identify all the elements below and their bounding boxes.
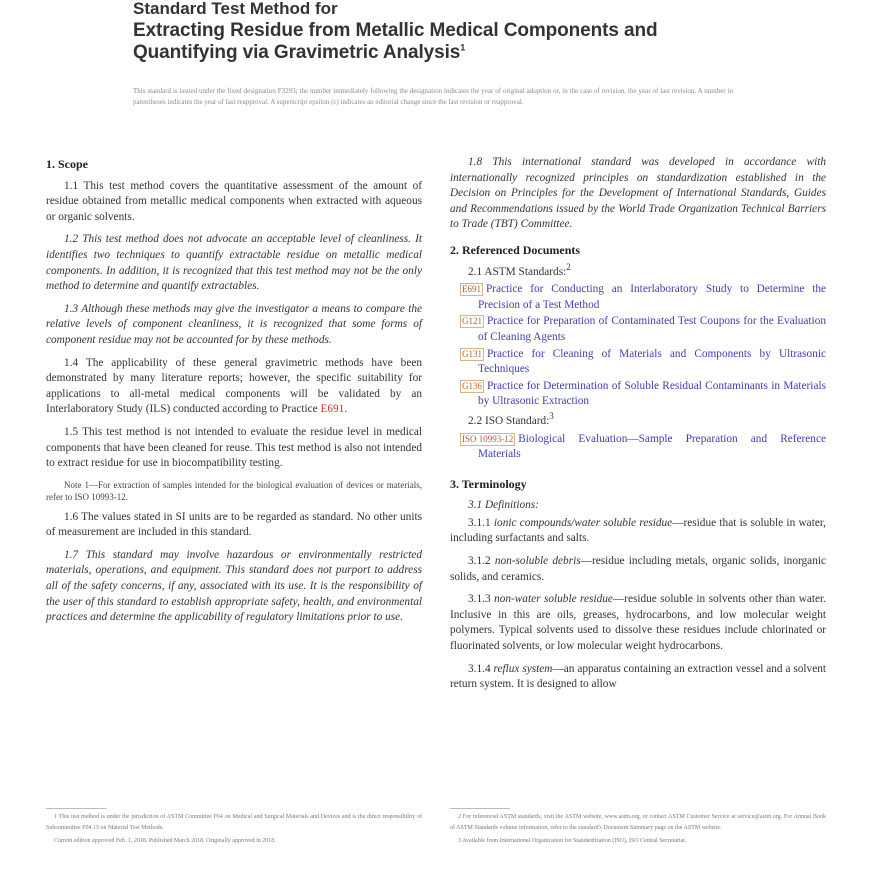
reference-code[interactable]: E691: [462, 284, 481, 295]
footnote-1-edition: Current edition approved Feb. 1, 2018. Published March 2018. Originally approved in 2018.: [54, 838, 276, 844]
definition-item: [450, 516, 826, 547]
definition-item: [450, 662, 826, 693]
reference-code[interactable]: G131: [462, 348, 482, 359]
definition-term: non-soluble debris: [494, 555, 581, 568]
title-prefix: Standard Test Method for: [133, 0, 338, 18]
footnote-divider-left: [46, 808, 106, 809]
definition-text: —residue that is soluble in water, including surfactants and salts.: [450, 516, 826, 545]
title-line-2-text: Quantifying via Gravimetric Analysis: [133, 42, 461, 63]
definition-text: —residue soluble in solvents other than water. Inclusive in this are oils, greases, hydrocarbons, and low molecular weight polymers. Typical solvents used to dissolve these residues include chlorinated or fluorinated solvents, or low molecular weight hydrocarbons.: [450, 593, 827, 653]
reference-item: [450, 282, 826, 313]
reference-item: [450, 347, 826, 378]
reference-title-link[interactable]: Practice for Preparation of Contaminated Test Coupons for the Evaluation of Cleaning Agents: [478, 315, 826, 343]
definition-item: [450, 554, 826, 585]
paragraph-1-3: 1.3 Although these methods may give the investigator a means to compare the relative levels of component cleanliness, it is recognized that some forms of component residue may not be accounted for by these methods.: [46, 302, 422, 346]
reference-item: [450, 379, 826, 410]
document-title-block: [133, 0, 753, 64]
practice-e691-link[interactable]: E691: [320, 403, 345, 416]
paragraph-1-4-end: .: [344, 403, 348, 416]
paragraph-1-2: 1.2 This test method does not advocate an acceptable level of cleanliness. It identifies two techniques to quantify extractable residue on metallic medical components. In addition, it is recognized that this test method may not be the only method to determine and quantify extractables.: [46, 233, 422, 293]
footnotes-right: [450, 812, 826, 849]
reference-title-link[interactable]: Biological Evaluation—Sample Preparation and Reference Materials: [478, 432, 826, 461]
footnote-1: 1 This test method is under the jurisdiction of ASTM Committee F04 on Medical and Surgical Materials and Devices and is the direct responsibility of Subcommittee F04.15 on Material Test Methods.: [46, 814, 422, 831]
reference-item: [450, 432, 826, 463]
reference-code[interactable]: G136: [462, 380, 482, 391]
paragraph-1-6: 1.6 The values stated in SI units are to be regarded as standard. No other units of measurement are included in this standard.: [46, 510, 422, 539]
paragraph-1-4: [46, 356, 422, 418]
reference-code[interactable]: ISO 10993-12: [462, 433, 514, 444]
designation-notice: This standard is issued under the fixed designation F3293; the number immediately following the designation indicates the year of original adoption or, in the case of revision, the year of last revision. A number in parentheses indicates the year of last reapproval. A superscript epsilon (ε) indicates an editorial change since the last revision or reapproval.: [133, 87, 733, 106]
iso-standard-label-text: 2.2 ISO Standard:: [468, 414, 550, 427]
astm-standards-label-text: 2.1 ASTM Standards:: [468, 265, 567, 278]
definition-item: [450, 592, 826, 654]
paragraph-1-8: 1.8 This international standard was developed in accordance with internationally recognized principles on standardization established in the Decision on Principles for the Development of International Standards, Guides and Recommendations issued by the World Trade Organization Technical Barriers to Trade (TBT) Committee.: [450, 156, 826, 231]
title-footnote-mark[interactable]: 1: [460, 42, 466, 53]
section-heading-terminology: 3. Terminology: [450, 476, 527, 491]
footnote-2: 2 For referenced ASTM standards, visit the ASTM website, www.astm.org, or contact ASTM Customer Service at service@astm.org. For Annual Book of ASTM Standards volume information, refer to the standard's Document Summary page on the ASTM website.: [450, 814, 826, 831]
title-line-2: [133, 42, 753, 64]
definition-text: —residue including metals, organic solids, inorganic solids, and ceramics.: [450, 555, 826, 583]
reference-item: [450, 314, 826, 345]
paragraph-1-5: 1.5 This test method is not intended to evaluate the residue level in medical components that have been cleaned for reuse. This test method is also not intended to extract residue for use in biocompatibility testing.: [46, 425, 422, 470]
footnote-3: 3 Available from International Organization for Standardization (ISO), ISO Central Secretariat.: [458, 838, 687, 844]
definition-number: 3.1.4: [468, 662, 491, 675]
iso-standard-label: [450, 411, 826, 430]
footnotes-left: [46, 812, 422, 849]
definition-term: reflux system: [493, 662, 553, 675]
paragraph-1-1: 1.1 This test method covers the quantitative assessment of the amount of residue obtained from metallic medical components when extracted with aqueous or organic solvents.: [46, 179, 422, 223]
section-heading-referenced-documents: 2. Referenced Documents: [450, 242, 581, 257]
reference-title-link[interactable]: Practice for Determination of Soluble Residual Contaminants in Materials by Ultrasonic Extraction: [478, 379, 826, 408]
definition-text: —an apparatus containing an extraction vessel and a solvent return system. It is designed to allow: [450, 662, 826, 691]
reference-code[interactable]: G121: [462, 316, 482, 327]
right-column: [450, 155, 826, 700]
paragraph-1-4-text: 1.4 The applicability of these general gravimetric methods have been demonstrated by many literature reports; however, the specific suitability for applications to all-metal medical components will be validated by an Interlaboratory Study (ILS) conducted according to Practice: [46, 356, 422, 416]
section-heading-scope: 1. Scope: [46, 157, 88, 171]
iso-footnote-mark[interactable]: 3: [549, 411, 554, 422]
reference-title-link[interactable]: Practice for Cleaning of Materials and Components by Ultrasonic Techniques: [478, 347, 826, 376]
astm-standards-label: [450, 261, 826, 281]
reference-title-link[interactable]: Practice for Conducting an Interlaboratory Study to Determine the Precision of a Test Method: [478, 283, 826, 311]
definition-number: 3.1.1: [468, 516, 491, 529]
definition-term: non-water soluble residue: [494, 593, 613, 606]
footnote-divider-right: [450, 808, 510, 809]
paragraph-1-7: 1.7 This standard may involve hazardous or environmentally restricted materials, operations, and equipment. This standard does not purport to address all of the safety concerns, if any, associated with its use. It is the responsibility of the user of this standard to establish appropriate safety, health, and environmental practices and determine the applicability of regulatory limitations prior to use.: [46, 548, 422, 624]
left-column: [46, 155, 422, 633]
definitions-label: 3.1 Definitions:: [468, 499, 539, 512]
definition-number: 3.1.2: [468, 555, 491, 568]
astm-reference-list: [450, 282, 826, 410]
astm-footnote-mark[interactable]: 2: [566, 261, 571, 272]
title-line-1: Extracting Residue from Metallic Medical Components and: [133, 20, 658, 41]
note-1: Note 1—For extraction of samples intended for the biological evaluation of devices or materials, refer to ISO 10993-12.: [46, 479, 422, 502]
definition-term: ionic compounds/water soluble residue: [493, 516, 673, 529]
definition-number: 3.1.3: [468, 593, 491, 606]
